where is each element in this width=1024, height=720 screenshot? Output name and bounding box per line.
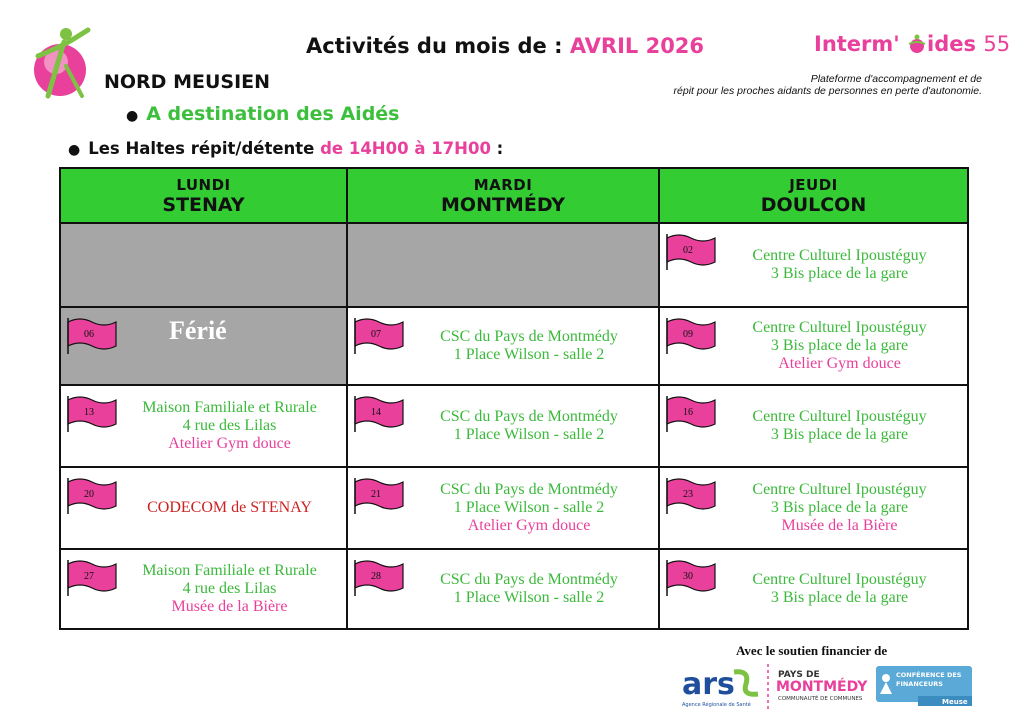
schedule-cell xyxy=(659,223,968,307)
venue-name: CSC du Pays de Montmédy xyxy=(440,408,618,425)
schedule-row xyxy=(60,223,968,307)
venue-info xyxy=(119,499,340,517)
column-town: DOULCON xyxy=(760,193,867,216)
aides-heading-text: A destination des Aidés xyxy=(146,103,400,125)
cell-content xyxy=(660,308,967,384)
venue-name: CSC du Pays de Montmédy xyxy=(440,481,618,498)
schedule-cell xyxy=(659,307,968,385)
venue-address: 1 Place Wilson - salle 2 xyxy=(453,499,605,516)
venue-name: Maison Familiale et Rurale xyxy=(142,399,317,416)
schedule-cell xyxy=(659,467,968,549)
date-number: 30 xyxy=(683,571,693,582)
schedule-cell xyxy=(347,385,659,467)
bullet-icon: ● xyxy=(126,108,139,124)
venue-name: Maison Familiale et Rurale xyxy=(142,562,317,579)
brand-logo xyxy=(814,32,1010,56)
schedule-cell xyxy=(347,549,659,629)
pays-line1: PAYS DE xyxy=(778,670,820,680)
title-prefix: Activités du mois de : xyxy=(306,34,570,58)
sponsor-logos xyxy=(680,660,980,716)
date-flag xyxy=(64,316,118,356)
activity-name: Atelier Gym douce xyxy=(168,435,291,452)
venue-info xyxy=(718,571,961,607)
haltes-hours: de 14H00 à 17H00 xyxy=(320,139,491,158)
date-flag xyxy=(351,558,405,598)
venue-info xyxy=(406,328,652,364)
activity-name: Atelier Gym douce xyxy=(778,355,901,372)
column-town: MONTMÉDY xyxy=(441,193,565,216)
date-number: 06 xyxy=(84,329,94,340)
schedule-cell xyxy=(60,385,347,467)
column-header-jeudi xyxy=(659,168,968,223)
date-flag xyxy=(663,558,717,598)
conf-line1: CONFÉRENCE DES xyxy=(896,671,962,679)
region-name: NORD MEUSIEN xyxy=(104,71,271,93)
schedule-cell xyxy=(659,549,968,629)
cell-content xyxy=(660,386,967,466)
date-number: 07 xyxy=(371,329,381,340)
activity-name: Musée de la Bière xyxy=(781,517,898,534)
pays-line3: COMMUNAUTÉ DE COMMUNES xyxy=(778,696,863,702)
date-flag xyxy=(663,394,717,434)
brand-right-text: ides xyxy=(927,32,977,56)
venue-address: 3 Bis place de la gare xyxy=(770,426,909,443)
schedule-header-row xyxy=(60,168,968,223)
date-number: 13 xyxy=(84,407,94,418)
tagline-line2: répit pour les proches aidants de personnes en perte d'autonomie. xyxy=(673,85,982,97)
cell-content xyxy=(61,224,346,306)
support-text: Avec le soutien financier de xyxy=(736,643,888,658)
schedule-table xyxy=(59,167,969,630)
ars-logo-text: ars xyxy=(682,667,735,702)
tagline xyxy=(674,73,982,97)
date-number: 14 xyxy=(371,407,381,418)
venue-address: 1 Place Wilson - salle 2 xyxy=(453,589,605,606)
column-day: JEUDI xyxy=(789,175,838,194)
venue-address: 3 Bis place de la gare xyxy=(770,265,909,282)
date-number: 28 xyxy=(371,571,381,582)
activity-name: Atelier Gym douce xyxy=(467,517,591,534)
date-number: 09 xyxy=(683,329,693,340)
venue-name: CSC du Pays de Montmédy xyxy=(440,328,618,345)
schedule-row xyxy=(60,467,968,549)
column-header-mardi xyxy=(347,168,659,223)
brand-number: 55 xyxy=(983,32,1011,56)
date-number: 21 xyxy=(371,489,381,500)
pays-line2: MONTMÉDY xyxy=(776,679,868,695)
column-header-lundi xyxy=(60,168,347,223)
date-number: 23 xyxy=(683,489,693,500)
column-town: STENAY xyxy=(162,193,245,216)
conf-line2: FINANCEURS xyxy=(896,680,943,688)
schedule-row xyxy=(60,549,968,629)
haltes-prefix: Les Haltes répit/détente xyxy=(88,139,321,158)
schedule-cell xyxy=(60,467,347,549)
venue-address: 4 rue des Lilas xyxy=(182,580,277,597)
venue-info xyxy=(718,481,961,535)
title-month: AVRIL 2026 xyxy=(569,34,705,58)
schedule-cell xyxy=(659,385,968,467)
cell-content xyxy=(348,308,658,384)
date-flag xyxy=(663,476,717,516)
date-flag xyxy=(64,476,118,516)
schedule-cell xyxy=(60,307,347,385)
date-flag xyxy=(351,394,405,434)
venue-name: Centre Culturel Ipoustéguy xyxy=(752,481,927,498)
schedule-cell xyxy=(60,223,347,307)
column-day: MARDI xyxy=(473,175,533,194)
venue-info xyxy=(406,408,652,444)
haltes-heading xyxy=(68,139,503,158)
intermaides-figure-logo xyxy=(28,26,96,100)
aides-heading xyxy=(126,103,400,125)
venue-info xyxy=(718,319,961,373)
venue-name: CODECOM de STENAY xyxy=(147,499,312,516)
venue-address: 3 Bis place de la gare xyxy=(770,499,909,516)
venue-name: Centre Culturel Ipoustéguy xyxy=(752,319,927,336)
cell-content xyxy=(348,224,658,306)
date-number: 20 xyxy=(84,489,94,500)
venue-name: CSC du Pays de Montmédy xyxy=(440,571,618,588)
schedule-cell xyxy=(60,549,347,629)
venue-info xyxy=(406,481,652,535)
cell-content xyxy=(660,224,967,306)
schedule-cell xyxy=(347,307,659,385)
cell-content xyxy=(660,550,967,628)
cell-content xyxy=(61,468,346,548)
cell-content xyxy=(660,468,967,548)
date-flag xyxy=(351,316,405,356)
conf-line3: Meuse xyxy=(942,698,968,706)
venue-name: Centre Culturel Ipoustéguy xyxy=(752,247,927,264)
holiday-label: Férié xyxy=(169,316,227,345)
bullet-icon: ● xyxy=(68,142,81,158)
venue-address: 1 Place Wilson - salle 2 xyxy=(453,426,605,443)
cell-content xyxy=(348,468,658,548)
brand-left-text: Interm' xyxy=(814,32,900,56)
schedule-row xyxy=(60,385,968,467)
venue-address: 3 Bis place de la gare xyxy=(770,589,909,606)
cell-content xyxy=(348,386,658,466)
schedule-row xyxy=(60,307,968,385)
venue-address: 1 Place Wilson - salle 2 xyxy=(453,346,605,363)
date-flag xyxy=(64,558,118,598)
cell-content xyxy=(61,308,346,384)
conference-financeurs-logo xyxy=(876,666,972,706)
cell-content xyxy=(348,550,658,628)
cell-content xyxy=(61,386,346,466)
column-day: LUNDI xyxy=(176,175,231,194)
date-flag xyxy=(64,394,118,434)
date-number: 16 xyxy=(683,407,693,418)
schedule-cell xyxy=(347,223,659,307)
venue-info xyxy=(718,408,961,444)
venue-address: 4 rue des Lilas xyxy=(182,417,277,434)
date-flag xyxy=(663,316,717,356)
venue-name: Centre Culturel Ipoustéguy xyxy=(752,408,927,425)
date-flag xyxy=(663,232,717,272)
date-flag xyxy=(351,476,405,516)
cell-content xyxy=(61,550,346,628)
pays-montmedy-logo xyxy=(768,664,868,712)
page-title xyxy=(306,34,704,58)
date-number: 27 xyxy=(84,571,94,582)
date-number: 02 xyxy=(683,245,693,256)
venue-info xyxy=(119,399,340,453)
schedule-cell xyxy=(347,467,659,549)
venue-info xyxy=(119,562,340,616)
venue-address: 3 Bis place de la gare xyxy=(770,337,909,354)
tagline-line1: Plateforme d'accompagnement et de xyxy=(810,73,982,85)
venue-name: Centre Culturel Ipoustéguy xyxy=(752,571,927,588)
ars-logo-subtext: Agence Régionale de Santé xyxy=(682,702,751,708)
venue-info xyxy=(718,247,961,283)
activity-name: Musée de la Bière xyxy=(171,598,288,615)
ars-logo xyxy=(682,667,758,708)
venue-info xyxy=(406,571,652,607)
haltes-suffix: : xyxy=(490,139,504,158)
brand-figure-icon xyxy=(907,34,927,54)
